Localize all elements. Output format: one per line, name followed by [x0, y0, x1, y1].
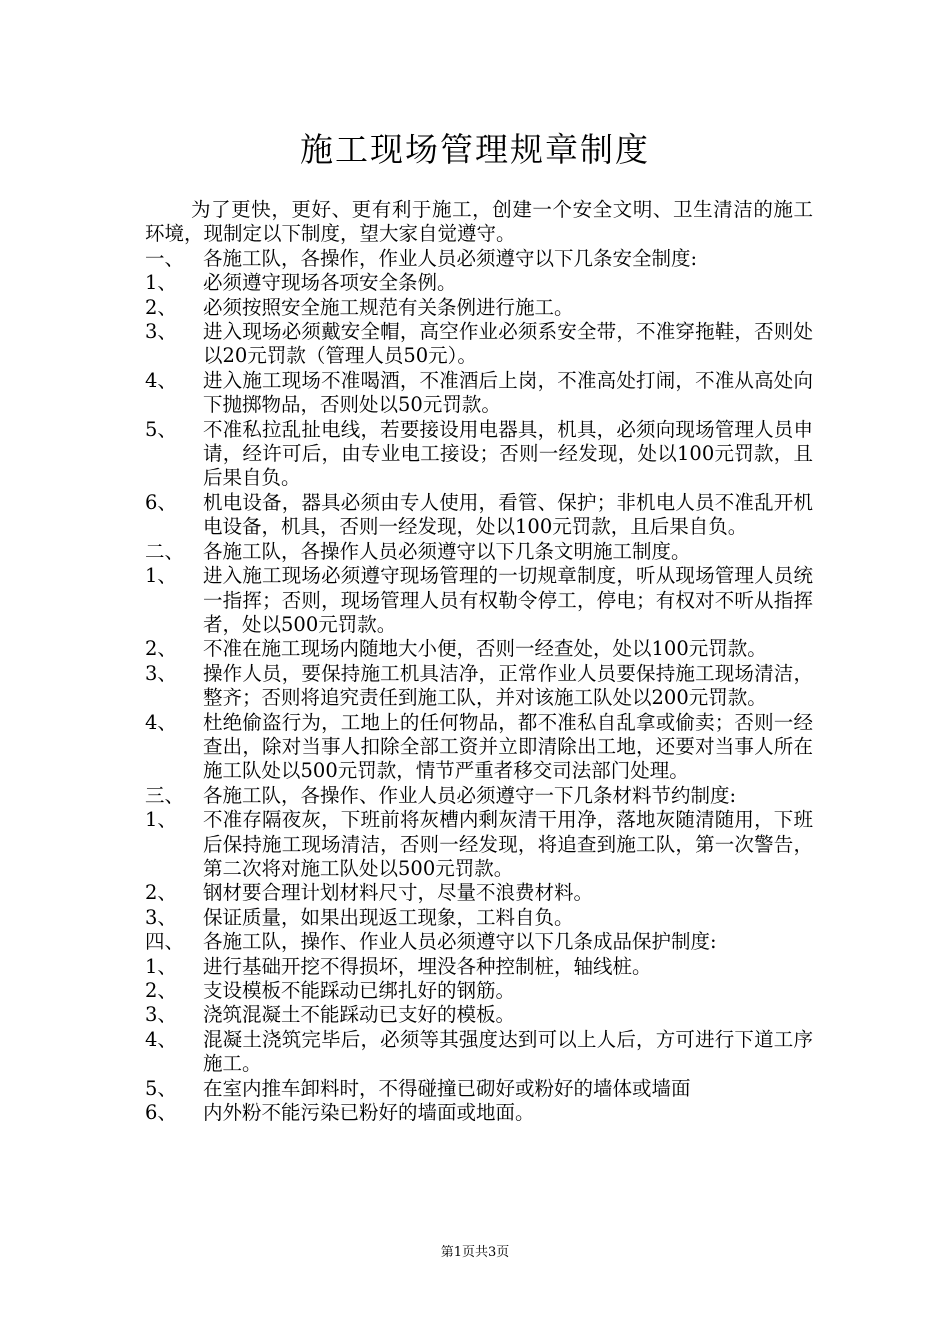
list-item	[145, 955, 813, 979]
list-item-number: 6、	[145, 1101, 177, 1125]
list-item-number: 一、	[145, 246, 185, 270]
list-item-text: 浇筑混凝土不能踩动已支好的模板。	[203, 1003, 516, 1027]
list-item-number: 2、	[145, 881, 177, 905]
list-item	[145, 564, 813, 637]
list-item-number: 5、	[145, 417, 177, 441]
list-item	[145, 808, 813, 881]
list-item-number: 2、	[145, 295, 177, 319]
list-item-text: 在室内推车卸料时，不得碰撞已砌好或粉好的墙体或墙面	[203, 1076, 691, 1100]
list-item-text: 操作人员，要保持施工机具洁净，正常作业人员要保持施工现场清洁，整齐；否则将追究责任到施工队，并对该施工队处以200元罚款。	[203, 661, 813, 710]
list-item	[145, 1101, 813, 1125]
list-item-number: 6、	[145, 490, 177, 514]
list-item	[145, 930, 813, 954]
page-footer: 第1页共3页	[440, 1245, 510, 1260]
list-item-number: 1、	[145, 564, 177, 588]
list-item	[145, 369, 813, 418]
list-item-text: 支设模板不能踩动已绑扎好的钢筋。	[203, 979, 516, 1002]
list-item	[145, 296, 813, 320]
list-item-number: 4、	[145, 1027, 177, 1051]
list-item	[145, 881, 813, 905]
list-item-text: 各施工队，各操作人员必须遵守以下几条文明施工制度。	[203, 539, 691, 563]
list-item	[145, 1077, 813, 1101]
list-item	[145, 906, 813, 930]
list-item	[145, 540, 813, 564]
list-item-text: 各施工队，各操作、作业人员必须遵守一下几条材料节约制度:	[203, 783, 737, 807]
list-item-number: 2、	[145, 979, 177, 1002]
list-item-number: 4、	[145, 368, 177, 392]
list-item	[145, 1028, 813, 1077]
list-item-number: 1、	[145, 271, 177, 295]
list-item-text: 机电设备，器具必须由专人使用，看管、保护；非机电人员不准乱开机电设备，机具，否则一经发现，处以100元罚款，且后果自负。	[203, 490, 813, 539]
list-item-text: 不准在施工现场内随地大小便，否则一经查处，处以100元罚款。	[203, 637, 767, 661]
list-item-text: 进入现场必须戴安全帽，高空作业必须系安全带，不准穿拖鞋，否则处以20元罚款（管理人员50元）。	[203, 320, 813, 368]
list-item-text: 杜绝偷盗行为，工地上的任何物品，都不准私自乱拿或偷卖；否则一经查出，除对当事人扣除全部工资并立即清除出工地，还要对当事人所在施工队处以500元罚款，情节严重者移交司法部门处理。	[203, 710, 813, 783]
list-item-number: 2、	[145, 637, 177, 661]
list-item	[145, 979, 813, 1003]
list-item-number: 四、	[145, 930, 185, 954]
list-item-number: 3、	[145, 661, 177, 685]
list-item-text: 不准存隔夜灰，下班前将灰槽内剩灰清干用净，落地灰随清随用，下班后保持施工现场清洁，否则一经发现，将追查到施工队，第一次警告，第二次将对施工队处以500元罚款。	[203, 808, 813, 880]
list-item-text: 必须遵守现场各项安全条例。	[203, 271, 457, 295]
list-item	[145, 418, 813, 491]
list-item	[145, 784, 813, 808]
list-item	[145, 491, 813, 540]
list-item-text: 各施工队，操作、作业人员必须遵守以下几条成品保护制度:	[203, 930, 717, 954]
list-item-text: 必须按照安全施工规范有关条例进行施工。	[203, 295, 574, 319]
list-item-text: 内外粉不能污染已粉好的墙面或地面。	[203, 1101, 535, 1125]
document-body	[145, 198, 813, 1125]
list-item	[145, 637, 813, 661]
list-item-number: 5、	[145, 1076, 177, 1100]
page-title: 施工现场管理规章制度	[300, 130, 650, 169]
list-item	[145, 1003, 813, 1027]
list-item-number: 3、	[145, 905, 177, 929]
list-item	[145, 320, 813, 369]
list-item-text: 进入施工现场必须遵守现场管理的一切规章制度，听从现场管理人员统一指挥；否则，现场管理人员有权勒令停工，停电；有权对不听从指挥者，处以500元罚款。	[203, 564, 813, 636]
list-item	[145, 662, 813, 711]
rules-list	[145, 247, 813, 1126]
list-item-text: 进行基础开挖不得损坏，埋没各种控制桩，轴线桩。	[203, 954, 652, 978]
list-item	[145, 711, 813, 784]
list-item-text: 各施工队，各操作，作业人员必须遵守以下几条安全制度:	[203, 246, 698, 270]
list-item-number: 4、	[145, 710, 177, 734]
list-item-text: 进入施工现场不准喝酒，不准酒后上岗，不准高处打闹，不准从高处向下抛掷物品，否则处以50元罚款。	[203, 368, 813, 417]
list-item-text: 混凝土浇筑完毕后，必须等其强度达到可以上人后，方可进行下道工序施工。	[203, 1027, 813, 1076]
list-item-number: 1、	[145, 808, 177, 832]
list-item-number: 3、	[145, 1003, 177, 1027]
list-item-text: 不准私拉乱扯电线，若要接设用电器具，机具，必须向现场管理人员申请，经许可后，由专业电工接设；否则一经发现，处以100元罚款，且后果自负。	[203, 417, 813, 490]
list-item-number: 三、	[145, 783, 185, 807]
list-item-number: 二、	[145, 539, 185, 563]
list-item	[145, 271, 813, 295]
intro-paragraph: 为了更快，更好、更有利于施工，创建一个安全文明、卫生清洁的施工环境，现制定以下制度，望大家自觉遵守。	[145, 198, 813, 246]
list-item-text: 保证质量，如果出现返工现象，工料自负。	[203, 905, 574, 929]
list-item-number: 1、	[145, 954, 177, 978]
list-item	[145, 247, 813, 271]
list-item-text: 钢材要合理计划材料尺寸，尽量不浪费材料。	[203, 881, 594, 905]
list-item-number: 3、	[145, 320, 177, 344]
